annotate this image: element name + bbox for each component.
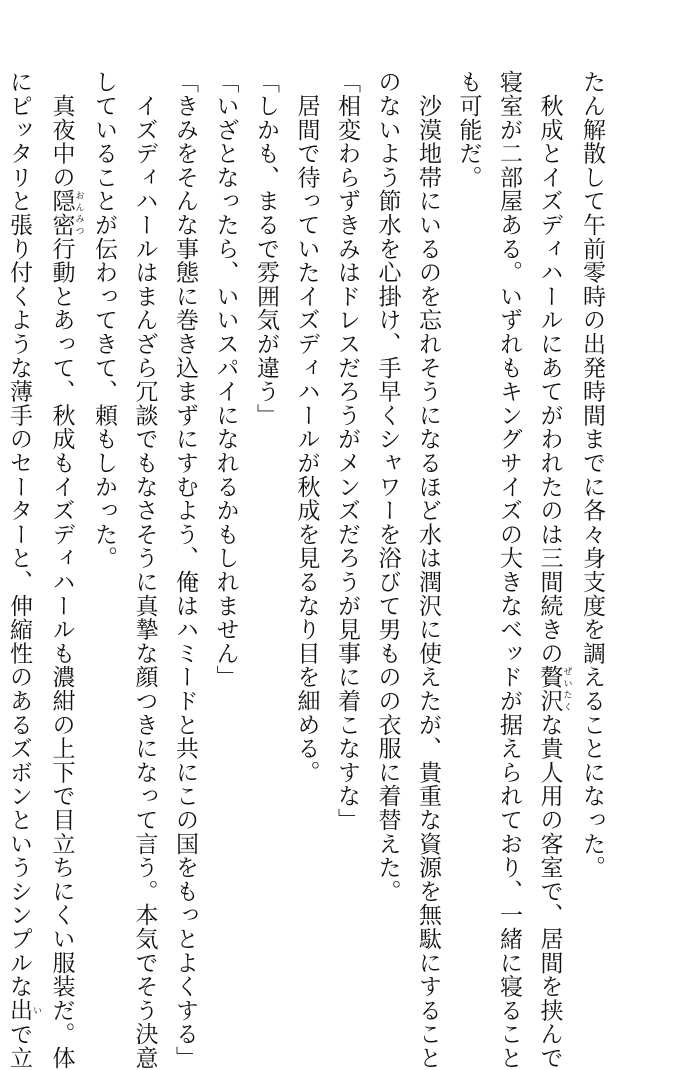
text-line: していることが伝わってきて、頼もしかった。: [91, 70, 117, 570]
ruby-annotation: 出 い: [6, 998, 41, 1023]
text-line: 沙漠地帯にいるのを忘れそうになるほど水は潤沢に使えたが、貴重な資源を無駄にすること: [415, 70, 441, 1070]
text-line: 真夜中の隠密 おんみつ行動とあって、秋成もイズディハールも濃紺の上下で目立ちにくい服装だ。体: [48, 70, 84, 1070]
text-line: 秋成とイズディハールにあてがわれたのは三間続きの贅沢 ぜいたくな貴人用の客室で、居間を挟んで: [536, 70, 572, 1070]
text-line: も可能だ。: [455, 70, 482, 189]
text-line: 居間で待っていたイズディハールが秋成を見るなり目を細める。: [293, 70, 320, 784]
ruby-reading: おんみつ: [73, 189, 84, 237]
text-line: 「しかも、まるで雰囲気が違う」: [253, 70, 279, 427]
ruby-annotation: 隠密 おんみつ: [48, 189, 84, 237]
text-line: イズディハールはまんざら冗談でもなさそうに真摯な顔つきになって言う。本気でそう決意: [131, 70, 158, 1070]
text-line: 「いざとなったら、いいスパイになれるかもしれません」: [212, 70, 239, 689]
text-line: 寝室が二部屋ある。いずれもキングサイズの大きなベッドが据えられており、一緒に寝ること: [496, 70, 522, 1070]
text-line: のないよう節水を心掛け、手早くシャワーを浴びて男ものの衣服に着替えた。: [374, 70, 401, 903]
text-line: たん解散して午前零時の出発時間までに各々身支度を調えることになった。: [579, 70, 605, 880]
ruby-annotation: 贅沢 ぜいたく: [536, 665, 572, 713]
ruby-reading: ぜいたく: [561, 665, 572, 713]
text-line: 「相変わらずきみはドレスだろうがメンズだろうが見事に着こなすな」: [334, 70, 360, 832]
text-line: 「きみをそんな事態に巻き込まずにすむよう、俺はハミードと共にこの国をもっとよくする」: [172, 70, 198, 1070]
ruby-reading: い: [31, 998, 41, 1023]
vertical-text-body: [0, 70, 612, 1070]
text-line: にピッタリと張り付くような薄手のセーターと、伸縮性のあるズボンというシンプルな出 いで立: [6, 70, 41, 1070]
